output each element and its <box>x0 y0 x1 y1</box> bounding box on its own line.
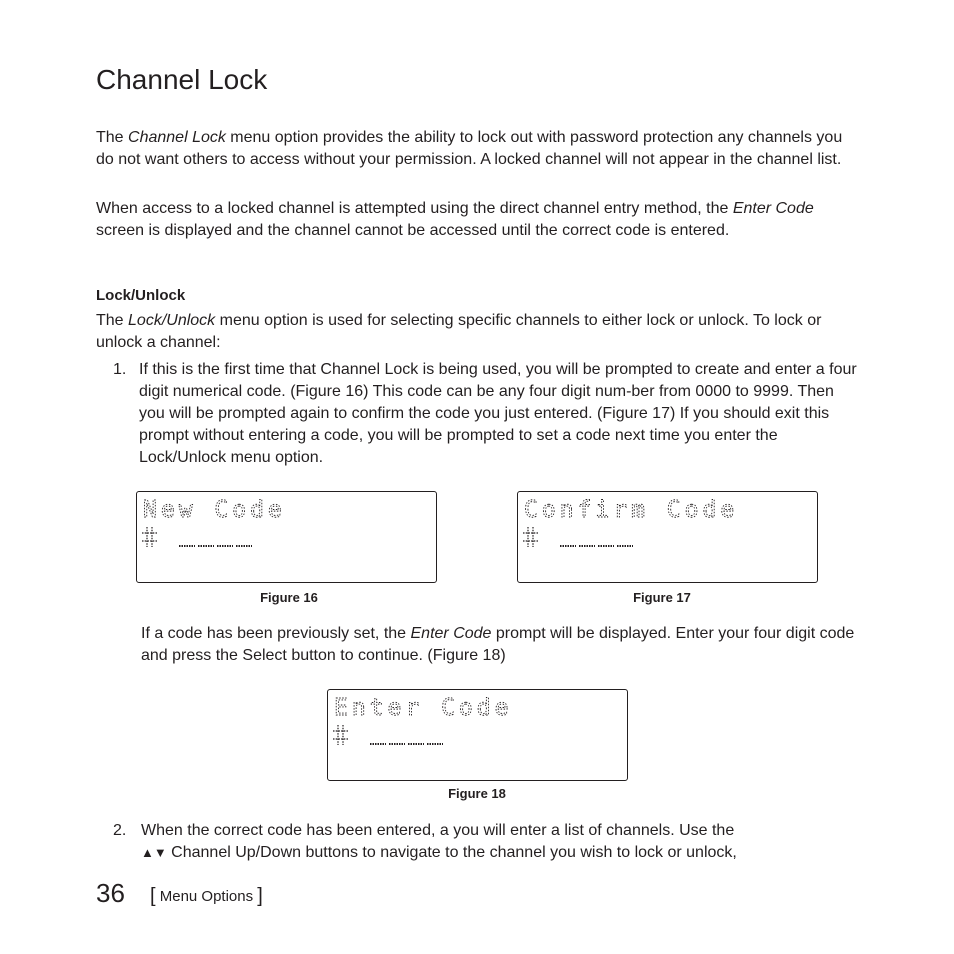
lcd-screen-enter-code <box>327 689 628 781</box>
lcd-display <box>137 492 435 562</box>
lcd-screen-new-code <box>136 491 437 583</box>
figure-16-caption: Figure 16 <box>260 590 318 605</box>
lcd-screen-confirm-code <box>517 491 818 583</box>
lcd-text: Enter Code <box>334 695 513 721</box>
hash-icon <box>333 725 348 745</box>
page-title: Channel Lock <box>96 64 268 95</box>
hash-icon <box>142 527 157 547</box>
page-number: 36 <box>96 878 125 908</box>
figure-18-caption: Figure 18 <box>448 786 506 801</box>
lock-unlock-paragraph: The Lock/Unlock menu option is used for selecting specific channels to either lock or unlock. To lock or unlock a channel: <box>96 312 822 351</box>
intro-paragraph-2: When access to a locked channel is attempted using the direct channel entry method, the Enter Code screen is displayed and the channel cannot be accessed until the correct code is entered. <box>96 200 814 239</box>
up-down-arrows-icon: ▲▼ <box>141 845 167 860</box>
section-label: [ Menu Options ] <box>150 885 263 907</box>
step-1-number: 1. <box>113 361 127 378</box>
lcd-display <box>328 690 626 760</box>
step-2-text: When the correct code has been entered, a you will enter a list of channels. Use the ▲▼ Channel Up/Down buttons to navigate to the channel you wish to lock or unlock, <box>141 822 737 861</box>
step-1-continued: If a code has been previously set, the Enter Code prompt will be displayed. Enter your four digit code and press the Select button to continue. (Figure 18) <box>141 625 855 664</box>
lock-unlock-heading: Lock/Unlock <box>96 287 186 304</box>
intro-paragraph-1: The Channel Lock menu option provides the ability to lock out with password protection any channels you do not want others to access without your permission. A locked channel will not appear in the channel list. <box>96 129 843 168</box>
lcd-text: New Code <box>143 497 286 523</box>
figure-17-caption: Figure 17 <box>633 590 691 605</box>
lcd-text: Confirm Code <box>524 497 739 523</box>
step-1-text: If this is the first time that Channel Lock is being used, you will be prompted to create and enter a four digit numerical code. (Figure 16) This code can be any four digit num-ber from 0000 to 9999. Then you will be prompted again to confirm the code you just entered. (Figure 17) If you should exit this prompt without entering a code, you will be prompted to set a code next time you enter the Lock/Unlock menu option. <box>139 361 857 466</box>
hash-icon <box>523 527 538 547</box>
step-2-number: 2. <box>113 822 127 839</box>
lcd-display <box>518 492 816 562</box>
